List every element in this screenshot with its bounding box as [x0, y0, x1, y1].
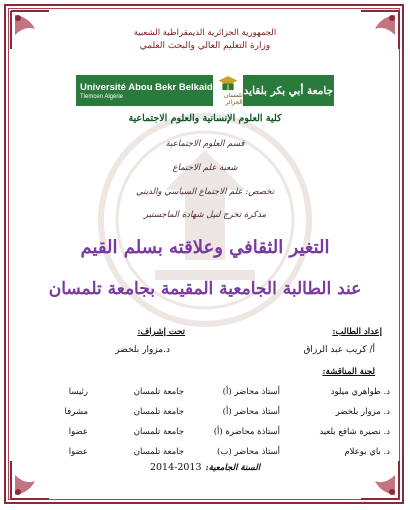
- academic-year-value: 2014-2013: [149, 462, 202, 473]
- university-name-latin-block: [76, 75, 213, 106]
- table-row: [38, 382, 390, 402]
- specialty-name: تخصص: علم الاجتماع السياسي والديني: [136, 187, 274, 197]
- faculty-name: كلية العلوم الإنسانية والعلوم الاجتماعية: [128, 113, 282, 124]
- university-city-arabic: تلمسان الجزائر: [223, 92, 243, 106]
- jury-member-role: عضوا: [68, 427, 88, 437]
- jury-member-role: رئيسا: [68, 387, 88, 397]
- university-logo-block: [213, 75, 243, 106]
- table-row: [38, 402, 390, 422]
- jury-table: [38, 382, 390, 462]
- table-row: [38, 422, 390, 442]
- thesis-title-line-2: عند الطالبة الجامعية المقيمة بجامعة تلمسان: [48, 279, 362, 299]
- academic-year: [0, 462, 410, 473]
- memo-type: مذكرة تخرج لنيل شهادة الماجستير: [143, 210, 267, 220]
- jury-member-role: مشرفا: [64, 407, 88, 417]
- jury-member-rank: أستاذ محاضر (أ): [222, 407, 280, 417]
- university-banner: [76, 75, 334, 106]
- supervision-label: تحت إشراف:: [137, 327, 185, 337]
- thesis-title-line-1: التغير الثقافي وعلاقته بسلم القيم: [80, 237, 330, 258]
- jury-member-rank: أستاذة محاضرة (أ): [213, 427, 280, 437]
- jury-member-name: د. باي بوعلام: [344, 447, 390, 457]
- jury-label: لجنة المناقشة:: [322, 367, 375, 377]
- jury-member-institution: جامعة تلمسان: [133, 447, 184, 457]
- jury-member-name: د. مزوار بلخضر: [335, 407, 390, 417]
- jury-member-role: عضوا: [68, 447, 88, 457]
- republic-name: الجمهورية الجزائرية الديمقراطية الشعبية: [133, 28, 277, 38]
- academic-year-label: السنة الجامعية:: [205, 462, 261, 473]
- ministry-name: وزارة التعليم العالي والبحث العلمي: [139, 41, 271, 51]
- jury-member-name: د. نصيرة شافع بلعيد: [319, 427, 390, 437]
- table-row: [38, 442, 390, 462]
- university-logo-icon: [217, 75, 239, 91]
- preparation-label: إعداد الطالب:: [332, 327, 382, 337]
- department-name: قسم العلوم الاجتماعية: [165, 139, 245, 149]
- university-name-latin: Université Abou Bekr Belkaid: [80, 81, 213, 93]
- jury-member-institution: جامعة تلمسان: [133, 387, 184, 397]
- jury-member-rank: أستاذ محاضر (ب): [217, 447, 280, 457]
- student-name: أ/ كريب عبد الرزاق: [303, 345, 375, 355]
- jury-member-rank: أستاذ محاضر (أ): [222, 387, 280, 397]
- university-city-latin: Tlemcen Algérie: [80, 93, 124, 100]
- jury-member-institution: جامعة تلمسان: [133, 427, 184, 437]
- division-name: شعبة علم الاجتماع: [172, 163, 238, 173]
- jury-member-name: د. طواهري ميلود: [330, 387, 390, 397]
- university-name-arabic: جامعة أبي بكر بلقايد: [243, 75, 334, 106]
- supervisor-name: د.مزوار بلخضر: [115, 345, 170, 355]
- jury-member-institution: جامعة تلمسان: [133, 407, 184, 417]
